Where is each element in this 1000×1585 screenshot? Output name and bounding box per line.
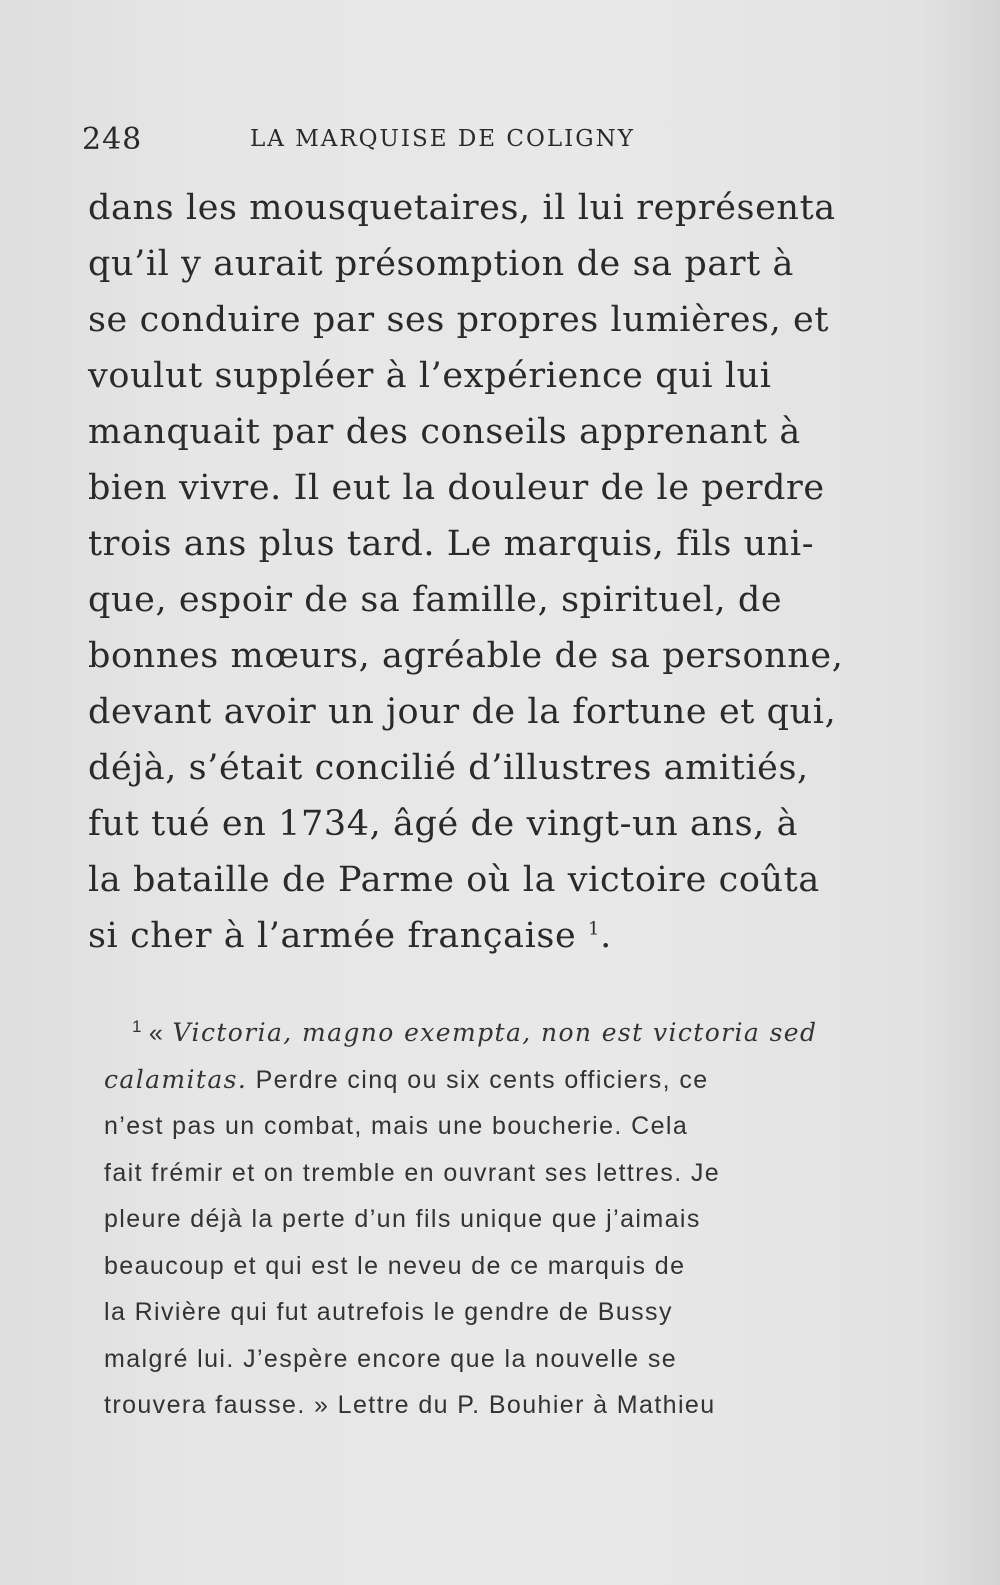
page-header — [82, 118, 762, 162]
body-text — [88, 180, 858, 964]
body-line: déjà, s’était concilié d’illustres amitiés, — [88, 748, 809, 788]
footnote-line: fait frémir et on tremble en ouvrant ses lettres. Je — [104, 1158, 721, 1187]
body-line: la bataille de Parme où la victoire coûta — [88, 860, 820, 900]
body-line-end: . — [600, 916, 612, 956]
footnote-line: n’est pas un combat, mais une boucherie. Cela — [104, 1112, 689, 1140]
footnote-line: malgré lui. J’espère encore que la nouvelle se — [104, 1344, 678, 1373]
body-line: dans les mousquetaires, il lui représenta — [88, 188, 836, 228]
footnote-reference: 1 — [588, 918, 601, 940]
body-line: bonnes mœurs, agréable de sa personne, — [88, 636, 844, 676]
footnote-line: pleure déjà la perte d’un fils unique que j’aimais — [104, 1205, 701, 1233]
footnote-marker: 1 — [132, 1016, 143, 1036]
footnote-text: Perdre cinq ou six cents officiers, ce — [255, 1065, 709, 1094]
page-number: 248 — [82, 122, 143, 157]
body-line: devant avoir un jour de la fortune et qui, — [88, 692, 837, 732]
body-line: trois ans plus tard. Le marquis, fils uni- — [88, 524, 815, 564]
body-line: que, espoir de sa famille, spirituel, de — [88, 580, 783, 620]
body-line: fut tué en 1734, âgé de vingt-un ans, à — [88, 804, 799, 844]
body-line: qu’il y aurait présomption de sa part à — [88, 244, 795, 284]
body-line: voulut suppléer à l’expérience qui lui — [88, 356, 772, 396]
body-line: manquait par des conseils apprenant à — [88, 412, 801, 452]
footnote-line — [104, 1010, 874, 1057]
body-line: se conduire par ses propres lumières, et — [88, 300, 830, 340]
body-last-line — [88, 908, 858, 964]
footnote-line: trouvera fausse. » Lettre du P. Bouhier à Mathieu — [104, 1391, 716, 1419]
footnote — [104, 1010, 874, 1429]
latin-quote-end: calamitas. — [104, 1064, 248, 1094]
open-quote: « — [148, 1019, 165, 1047]
running-title: LA MARQUISE DE COLIGNY — [250, 126, 635, 152]
latin-quote: Victoria, magno exempta, non est victoria sed — [172, 1018, 818, 1047]
body-line: bien vivre. Il eut la douleur de le perdre — [88, 468, 825, 508]
body-line-text: si cher à l’armée française — [88, 916, 577, 956]
footnote-line — [104, 1057, 874, 1104]
footnote-line: beaucoup et qui est le neveu de ce marquis de — [104, 1251, 686, 1280]
footnote-line: la Rivière qui fut autrefois le gendre de Bussy — [104, 1298, 673, 1326]
